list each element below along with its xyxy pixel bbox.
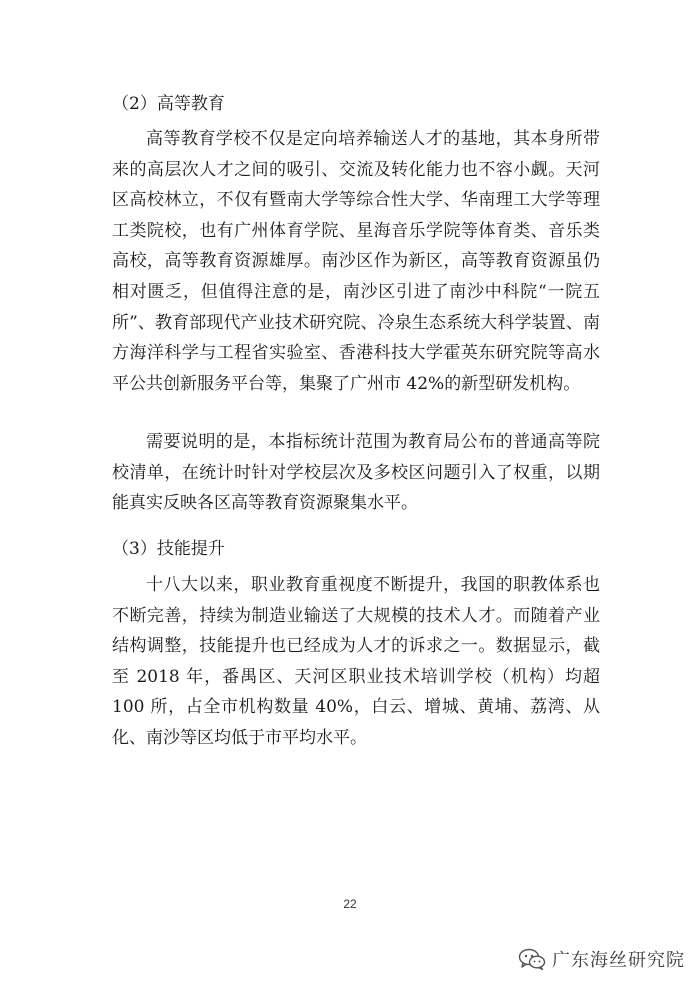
paragraph-higher-education-overview: 高等教育学校不仅是定向培养输送人才的基地，其本身所带来的高层次人才之间的吸引、交流及转化能力也不容小觑。天河区高校林立，不仅有暨南大学等综合性大学、华南理工大学等理工类院校，也有广州体育学院、星海音乐学院等体育类、音乐类高校，高等教育资源雄厚。南沙区作为新区，高等教育资源虽仍相对匮乏，但值得注意的是，南沙区引进了南沙中科院“一院五所”、教育部现代产业技术研究院、冷泉生态系统大科学装置、南方海洋科学与工程省实验室、香港科技大学霍英东研究院等高水平公共创新服务平台等，集聚了广州市 42%的新型研发机构。 — [112, 129, 600, 394]
paragraph-skills-overview: 十八大以来，职业教育重视度不断提升，我国的职教体系也不断完善，持续为制造业输送了大规模的技术人才。而随着产业结构调整，技能提升也已经成为人才的诉求之一。数据显示，截至 2018 年，番禺区、天河区职业技术培训学校（机构）均超 100 所，占全市机构数量 40%，白云、增城、黄埔、荔湾、从化、南沙等区均低于市平均水平。 — [112, 575, 600, 748]
paragraph-statistics-note: 需要说明的是，本指标统计范围为教育局公布的普通高等院校清单，在统计时针对学校层次及多校区问题引入了权重，以期能真实反映各区高等教育资源聚集水平。 — [112, 432, 600, 514]
page-number: 22 — [343, 897, 357, 911]
section-heading-higher-education: （2）高等教育 — [112, 94, 225, 114]
section-heading-skills: （3）技能提升 — [112, 539, 225, 559]
watermark-text: 广东海丝研究院 — [552, 950, 685, 971]
wechat-icon — [518, 948, 546, 970]
watermark — [518, 946, 685, 972]
